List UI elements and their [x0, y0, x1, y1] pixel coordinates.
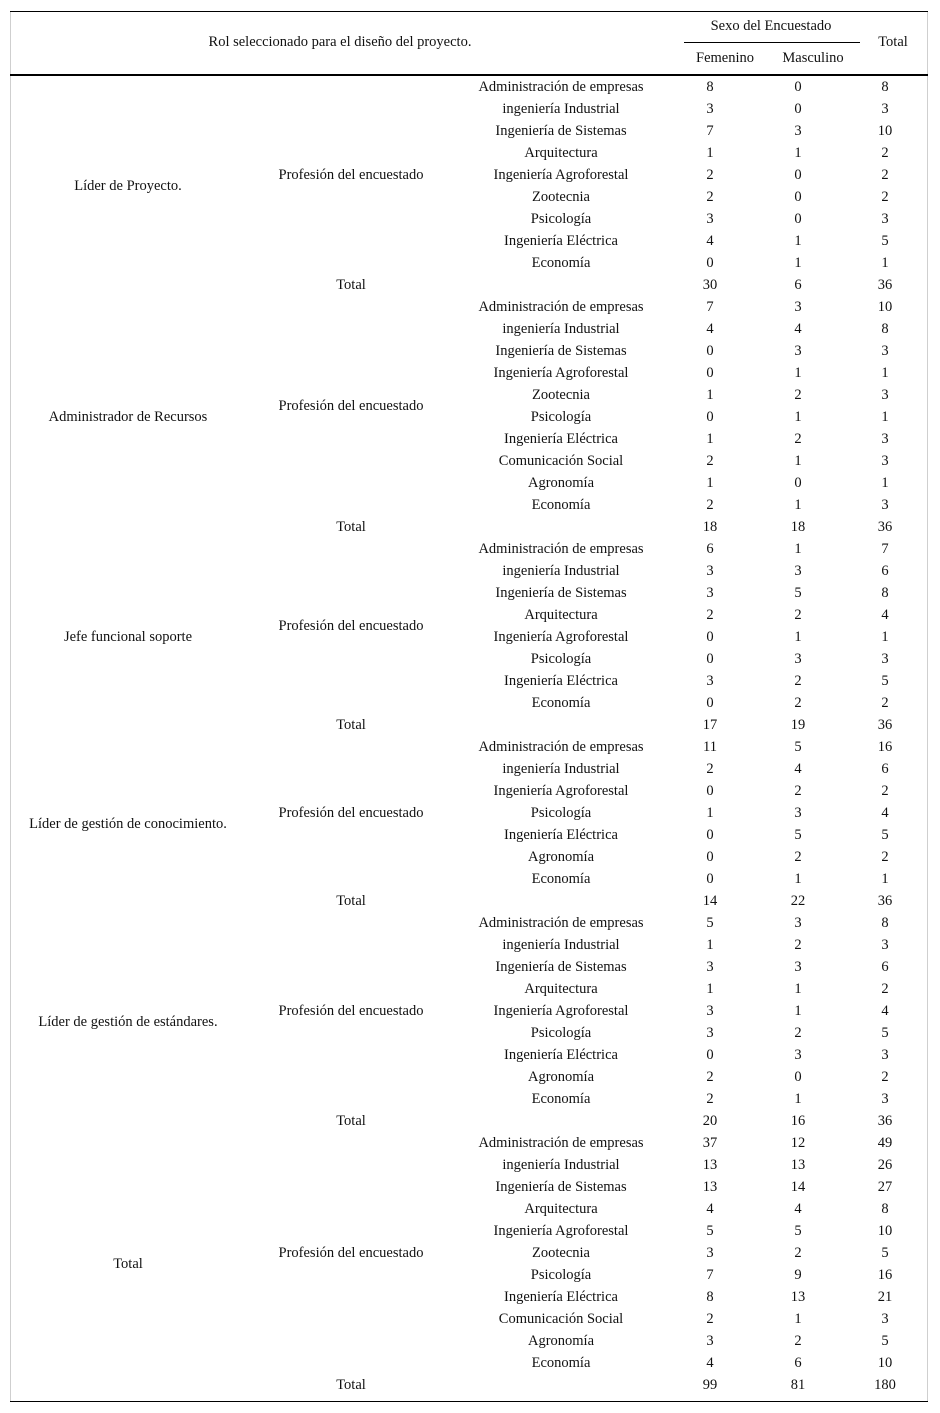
empty-cell	[456, 274, 666, 296]
total-count-cell: 26	[877, 1157, 893, 1173]
table-row	[10, 912, 928, 934]
male-count-cell: 2	[794, 387, 802, 403]
profession-cell: Ingeniería Eléctrica	[504, 1047, 618, 1063]
total-count-cell: 5	[881, 1025, 889, 1041]
total-count-cell: 2	[881, 145, 889, 161]
total-count-cell: 16	[877, 1267, 893, 1283]
subtotal-female-cell: 14	[702, 893, 718, 909]
profession-cell: Agronomía	[527, 475, 595, 491]
profession-label-cell: Profesión del encuestado	[278, 805, 424, 821]
empty-cell	[456, 1110, 666, 1132]
male-count-cell: 1	[794, 255, 802, 271]
total-count-cell: 2	[881, 189, 889, 205]
total-count-cell: 3	[881, 211, 889, 227]
role-cell: Administrador de Recursos	[48, 409, 208, 425]
total-count-cell: 8	[881, 321, 889, 337]
role-cell: Jefe funcional soporte	[63, 629, 193, 645]
male-count-cell: 5	[794, 585, 802, 601]
female-count-cell: 4	[706, 233, 714, 249]
male-count-cell: 1	[794, 233, 802, 249]
total-count-cell: 2	[881, 695, 889, 711]
profession-cell: Administración de empresas	[478, 915, 644, 931]
profession-cell: ingeniería Industrial	[502, 101, 620, 117]
male-count-cell: 13	[790, 1289, 806, 1305]
profession-cell: Ingeniería Eléctrica	[504, 431, 618, 447]
profession-cell: Ingeniería Agroforestal	[493, 167, 629, 183]
male-count-cell: 1	[794, 629, 802, 645]
profession-cell: Agronomía	[527, 1333, 595, 1349]
table-row	[10, 76, 928, 98]
male-count-cell: 3	[794, 299, 802, 315]
female-count-cell: 2	[706, 1069, 714, 1085]
total-count-cell: 1	[881, 255, 889, 271]
subtotal-total-cell: 36	[877, 1113, 893, 1129]
female-count-cell: 1	[706, 145, 714, 161]
subtotal-label-cell: Total	[336, 277, 366, 293]
total-count-cell: 3	[881, 431, 889, 447]
total-count-cell: 1	[881, 475, 889, 491]
profession-cell: Ingeniería de Sistemas	[495, 585, 627, 601]
female-count-cell: 4	[706, 1201, 714, 1217]
profession-cell: Arquitectura	[524, 981, 598, 997]
total-count-cell: 21	[877, 1289, 893, 1305]
female-count-cell: 3	[706, 211, 714, 227]
role-cell: Líder de Proyecto.	[74, 178, 182, 194]
total-count-cell: 5	[881, 1333, 889, 1349]
female-count-cell: 3	[706, 1245, 714, 1261]
total-count-cell: 8	[881, 1201, 889, 1217]
female-count-cell: 0	[706, 827, 714, 843]
female-count-cell: 0	[706, 1047, 714, 1063]
empty-cell	[456, 516, 666, 538]
subtotal-label-cell: Total	[336, 893, 366, 909]
male-count-cell: 3	[794, 805, 802, 821]
male-count-cell: 1	[794, 453, 802, 469]
total-count-cell: 4	[881, 607, 889, 623]
total-count-cell: 3	[881, 101, 889, 117]
female-count-cell: 0	[706, 871, 714, 887]
female-count-cell: 8	[706, 79, 714, 95]
total-count-cell: 49	[877, 1135, 893, 1151]
male-count-cell: 0	[794, 101, 802, 117]
total-count-cell: 27	[877, 1179, 893, 1195]
profession-cell: Comunicación Social	[498, 1311, 624, 1327]
female-count-cell: 3	[706, 1333, 714, 1349]
subtotal-total-cell: 36	[877, 277, 893, 293]
profession-cell: Arquitectura	[524, 1201, 598, 1217]
total-count-cell: 2	[881, 981, 889, 997]
female-count-cell: 7	[706, 123, 714, 139]
subtotal-label-cell: Total	[336, 1377, 366, 1393]
male-count-cell: 4	[794, 1201, 802, 1217]
subtotal-total-cell: 180	[874, 1377, 896, 1393]
female-count-cell: 2	[706, 607, 714, 623]
total-count-cell: 6	[881, 563, 889, 579]
male-count-cell: 0	[794, 1069, 802, 1085]
total-count-cell: 3	[881, 453, 889, 469]
female-count-cell: 1	[706, 805, 714, 821]
male-count-cell: 3	[794, 915, 802, 931]
total-count-cell: 5	[881, 673, 889, 689]
male-count-cell: 2	[794, 673, 802, 689]
profession-cell: ingeniería Industrial	[502, 321, 620, 337]
male-count-cell: 2	[794, 695, 802, 711]
male-count-cell: 3	[794, 1047, 802, 1063]
profession-cell: Zootecnia	[532, 1245, 590, 1261]
total-count-cell: 10	[877, 1223, 893, 1239]
male-count-cell: 2	[794, 1245, 802, 1261]
crosstab-body	[10, 76, 928, 1396]
subtotal-total-cell: 36	[877, 893, 893, 909]
top-rule	[10, 11, 928, 12]
subtotal-total-cell: 36	[877, 519, 893, 535]
female-count-cell: 1	[706, 475, 714, 491]
female-count-cell: 4	[706, 321, 714, 337]
sex-header: Sexo del Encuestado	[710, 18, 832, 34]
profession-cell: Ingeniería de Sistemas	[495, 959, 627, 975]
profession-cell: Ingeniería de Sistemas	[495, 123, 627, 139]
total-count-cell: 5	[881, 1245, 889, 1261]
male-count-cell: 2	[794, 783, 802, 799]
female-count-cell: 37	[702, 1135, 718, 1151]
profession-cell: Psicología	[530, 211, 592, 227]
female-count-cell: 7	[706, 299, 714, 315]
male-count-cell: 5	[794, 739, 802, 755]
total-count-cell: 5	[881, 233, 889, 249]
male-count-cell: 6	[794, 1355, 802, 1371]
female-count-cell: 3	[706, 1025, 714, 1041]
total-count-cell: 1	[881, 409, 889, 425]
female-count-cell: 2	[706, 453, 714, 469]
female-count-cell: 1	[706, 431, 714, 447]
profession-cell: Economía	[531, 1091, 591, 1107]
female-count-cell: 5	[706, 1223, 714, 1239]
subtotal-female-cell: 18	[702, 519, 718, 535]
profession-cell: Economía	[531, 1355, 591, 1371]
subtotal-female-cell: 99	[702, 1377, 718, 1393]
subtotal-female-cell: 17	[702, 717, 718, 733]
profession-cell: Economía	[531, 695, 591, 711]
total-count-cell: 3	[881, 497, 889, 513]
profession-cell: Arquitectura	[524, 607, 598, 623]
profession-cell: Comunicación Social	[498, 453, 624, 469]
female-count-cell: 5	[706, 915, 714, 931]
female-count-cell: 2	[706, 1091, 714, 1107]
profession-label-cell: Profesión del encuestado	[278, 618, 424, 634]
crosstab-frame	[10, 0, 928, 1413]
male-count-cell: 1	[794, 365, 802, 381]
profession-cell: ingeniería Industrial	[502, 761, 620, 777]
female-count-cell: 0	[706, 849, 714, 865]
total-count-cell: 2	[881, 167, 889, 183]
profession-label-cell: Profesión del encuestado	[278, 398, 424, 414]
total-count-cell: 3	[881, 343, 889, 359]
profession-cell: Zootecnia	[532, 387, 590, 403]
profession-cell: Economía	[531, 497, 591, 513]
female-count-cell: 0	[706, 409, 714, 425]
total-count-cell: 6	[881, 761, 889, 777]
subtotal-label-cell: Total	[336, 717, 366, 733]
male-count-cell: 0	[794, 211, 802, 227]
table-row	[10, 1132, 928, 1154]
total-count-cell: 8	[881, 585, 889, 601]
female-count-cell: 0	[706, 695, 714, 711]
subtotal-female-cell: 20	[702, 1113, 718, 1129]
total-count-cell: 7	[881, 541, 889, 557]
female-count-cell: 3	[706, 585, 714, 601]
profession-cell: Psicología	[530, 1267, 592, 1283]
female-count-cell: 1	[706, 387, 714, 403]
total-count-cell: 10	[877, 123, 893, 139]
subtotal-female-cell: 30	[702, 277, 718, 293]
male-count-cell: 1	[794, 1003, 802, 1019]
total-count-cell: 3	[881, 1047, 889, 1063]
profession-cell: Ingeniería Agroforestal	[493, 1223, 629, 1239]
total-count-cell: 16	[877, 739, 893, 755]
total-count-cell: 6	[881, 959, 889, 975]
total-count-cell: 2	[881, 849, 889, 865]
female-header: Femenino	[696, 50, 754, 66]
profession-cell: Psicología	[530, 1025, 592, 1041]
male-count-cell: 1	[794, 497, 802, 513]
profession-cell: Ingeniería Agroforestal	[493, 1003, 629, 1019]
empty-cell	[456, 714, 666, 736]
profession-cell: Ingeniería Eléctrica	[504, 233, 618, 249]
female-count-cell: 1	[706, 981, 714, 997]
profession-cell: Ingeniería Agroforestal	[493, 783, 629, 799]
profession-cell: Agronomía	[527, 849, 595, 865]
female-count-cell: 0	[706, 365, 714, 381]
profession-cell: Administración de empresas	[478, 1135, 644, 1151]
female-count-cell: 0	[706, 255, 714, 271]
male-header: Masculino	[782, 50, 844, 66]
total-count-cell: 5	[881, 827, 889, 843]
male-count-cell: 12	[790, 1135, 806, 1151]
male-count-cell: 2	[794, 937, 802, 953]
female-count-cell: 2	[706, 1311, 714, 1327]
bottom-rule	[10, 1401, 928, 1402]
male-count-cell: 0	[794, 189, 802, 205]
female-count-cell: 6	[706, 541, 714, 557]
profession-cell: Administración de empresas	[478, 541, 644, 557]
profession-cell: ingeniería Industrial	[502, 937, 620, 953]
subtotal-male-cell: 18	[790, 519, 806, 535]
profession-cell: Ingeniería Eléctrica	[504, 1289, 618, 1305]
profession-cell: Ingeniería Agroforestal	[493, 629, 629, 645]
total-count-cell: 3	[881, 1311, 889, 1327]
subtotal-male-cell: 19	[790, 717, 806, 733]
total-count-cell: 8	[881, 915, 889, 931]
female-count-cell: 0	[706, 343, 714, 359]
female-count-cell: 0	[706, 629, 714, 645]
subtotal-label-cell: Total	[336, 1113, 366, 1129]
male-count-cell: 0	[794, 475, 802, 491]
profession-cell: Psicología	[530, 651, 592, 667]
female-count-cell: 2	[706, 761, 714, 777]
female-count-cell: 0	[706, 651, 714, 667]
male-count-cell: 3	[794, 651, 802, 667]
female-count-cell: 11	[703, 739, 717, 755]
profession-cell: Administración de empresas	[478, 79, 644, 95]
profession-cell: Psicología	[530, 805, 592, 821]
male-count-cell: 3	[794, 343, 802, 359]
profession-cell: Administración de empresas	[478, 739, 644, 755]
male-count-cell: 13	[790, 1157, 806, 1173]
male-count-cell: 5	[794, 1223, 802, 1239]
female-count-cell: 13	[702, 1179, 718, 1195]
subtotal-male-cell: 81	[790, 1377, 806, 1393]
female-count-cell: 13	[702, 1157, 718, 1173]
female-count-cell: 8	[706, 1289, 714, 1305]
subtotal-label-cell: Total	[336, 519, 366, 535]
subtotal-male-cell: 22	[790, 893, 806, 909]
male-count-cell: 4	[794, 761, 802, 777]
profession-label-cell: Profesión del encuestado	[278, 1003, 424, 1019]
total-count-cell: 4	[881, 805, 889, 821]
male-count-cell: 1	[794, 145, 802, 161]
female-count-cell: 7	[706, 1267, 714, 1283]
empty-cell	[456, 1374, 666, 1396]
total-count-cell: 10	[877, 299, 893, 315]
female-count-cell: 3	[706, 101, 714, 117]
male-count-cell: 0	[794, 79, 802, 95]
profession-cell: Ingeniería de Sistemas	[495, 1179, 627, 1195]
male-count-cell: 2	[794, 849, 802, 865]
profession-cell: Psicología	[530, 409, 592, 425]
male-count-cell: 5	[794, 827, 802, 843]
male-count-cell: 1	[794, 1091, 802, 1107]
subtotal-male-cell: 16	[790, 1113, 806, 1129]
total-header: Total	[878, 34, 908, 50]
male-count-cell: 1	[794, 409, 802, 425]
profession-cell: Economía	[531, 871, 591, 887]
profession-cell: ingeniería Industrial	[502, 563, 620, 579]
role-cell: Total	[113, 1256, 143, 1272]
table-row	[10, 736, 928, 758]
profession-cell: Ingeniería Eléctrica	[504, 673, 618, 689]
total-count-cell: 1	[881, 365, 889, 381]
total-count-cell: 3	[881, 1091, 889, 1107]
profession-cell: Arquitectura	[524, 145, 598, 161]
male-count-cell: 1	[794, 1311, 802, 1327]
female-count-cell: 2	[706, 189, 714, 205]
female-count-cell: 1	[706, 937, 714, 953]
female-count-cell: 3	[706, 959, 714, 975]
role-header: Rol seleccionado para el diseño del proyecto.	[208, 34, 472, 50]
male-count-cell: 14	[790, 1179, 806, 1195]
female-count-cell: 0	[706, 783, 714, 799]
profession-cell: Economía	[531, 255, 591, 271]
profession-cell: Ingeniería de Sistemas	[495, 343, 627, 359]
profession-cell: Agronomía	[527, 1069, 595, 1085]
female-count-cell: 2	[706, 497, 714, 513]
male-count-cell: 3	[794, 123, 802, 139]
crosstab-table	[10, 76, 928, 1396]
profession-label-cell: Profesión del encuestado	[278, 167, 424, 183]
total-count-cell: 2	[881, 1069, 889, 1085]
male-count-cell: 2	[794, 607, 802, 623]
male-count-cell: 0	[794, 167, 802, 183]
female-count-cell: 3	[706, 563, 714, 579]
profession-cell: Ingeniería Eléctrica	[504, 827, 618, 843]
table-row	[10, 538, 928, 560]
subtotal-total-cell: 36	[877, 717, 893, 733]
male-count-cell: 3	[794, 563, 802, 579]
table-row	[10, 296, 928, 318]
total-count-cell: 2	[881, 783, 889, 799]
profession-cell: Ingeniería Agroforestal	[493, 365, 629, 381]
female-count-cell: 3	[706, 1003, 714, 1019]
total-count-cell: 1	[881, 629, 889, 645]
role-cell: Líder de gestión de estándares.	[38, 1014, 218, 1030]
subtotal-male-cell: 6	[794, 277, 802, 293]
male-count-cell: 1	[794, 541, 802, 557]
male-count-cell: 2	[794, 431, 802, 447]
female-count-cell: 4	[706, 1355, 714, 1371]
male-count-cell: 4	[794, 321, 802, 337]
female-count-cell: 3	[706, 673, 714, 689]
profession-label-cell: Profesión del encuestado	[278, 1245, 424, 1261]
total-count-cell: 4	[881, 1003, 889, 1019]
total-count-cell: 3	[881, 387, 889, 403]
profession-cell: ingeniería Industrial	[502, 1157, 620, 1173]
profession-cell: Zootecnia	[532, 189, 590, 205]
male-count-cell: 1	[794, 871, 802, 887]
total-count-cell: 8	[881, 79, 889, 95]
total-count-cell: 1	[881, 871, 889, 887]
total-count-cell: 10	[877, 1355, 893, 1371]
profession-cell: Administración de empresas	[478, 299, 644, 315]
male-count-cell: 9	[794, 1267, 802, 1283]
female-count-cell: 2	[706, 167, 714, 183]
male-count-cell: 3	[794, 959, 802, 975]
total-count-cell: 3	[881, 651, 889, 667]
male-count-cell: 2	[794, 1025, 802, 1041]
empty-cell	[456, 890, 666, 912]
total-count-cell: 3	[881, 937, 889, 953]
male-count-cell: 2	[794, 1333, 802, 1349]
male-count-cell: 1	[794, 981, 802, 997]
sex-header-underline	[684, 42, 860, 43]
role-cell: Líder de gestión de conocimiento.	[29, 816, 227, 832]
